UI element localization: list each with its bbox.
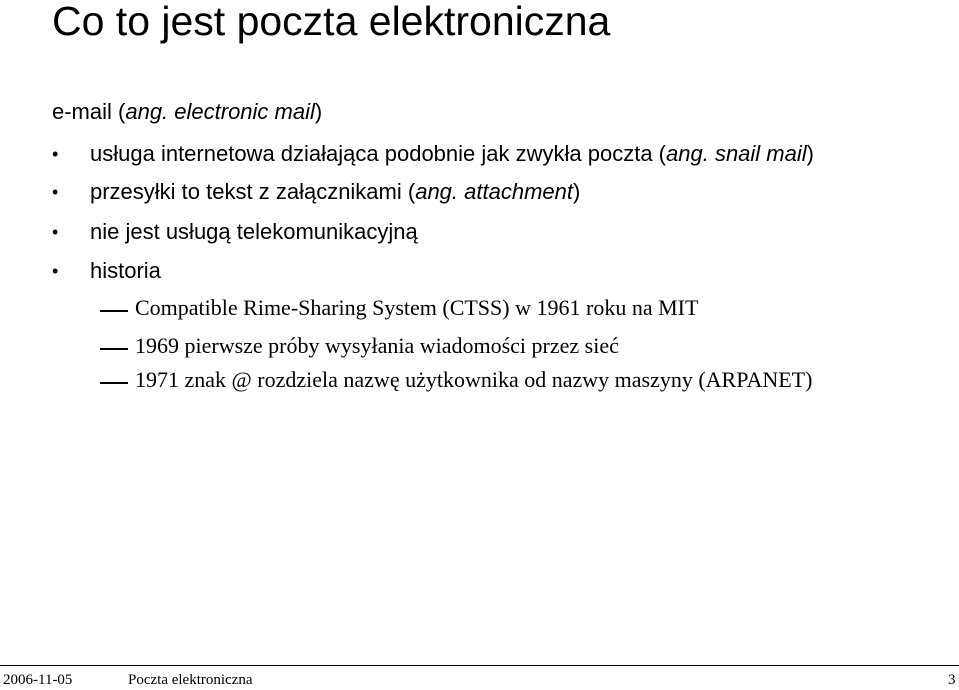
intro-italic: ang. electronic mail [125, 99, 315, 124]
bullet-dot-icon: • [52, 182, 59, 202]
bullet-text: usługa internetowa działająca podobnie jak zwykła poczta ( [90, 141, 667, 166]
slide-title: Co to jest poczta elektroniczna [52, 0, 611, 44]
bullet-dot-icon: • [52, 144, 59, 164]
sub-item [100, 294, 698, 322]
sub-item-text: 1969 pierwsze próby wysyłania wiadomości przez sieć [135, 333, 619, 358]
bullet-item [52, 218, 418, 246]
bullet-text: nie jest usługą telekomunikacyjną [90, 219, 418, 244]
dash-icon [100, 294, 135, 322]
bullet-dot-icon: • [52, 222, 59, 242]
bullet-suffix: ) [572, 179, 581, 204]
sub-item [100, 366, 812, 394]
intro-suffix: ) [314, 99, 323, 124]
bullet-text: przesyłki to tekst z załącznikami ( [90, 179, 416, 204]
footer-date: 2006-11-05 [3, 672, 73, 688]
dash-icon [100, 332, 135, 360]
bullet-item [52, 178, 580, 206]
sub-item-text: 1971 znak @ rozdziela nazwę użytkownika od nazwy maszyny (ARPANET) [135, 367, 813, 392]
intro-prefix: e-mail ( [52, 99, 126, 124]
bullet-italic: ang. attachment [415, 179, 573, 204]
sub-item [100, 332, 619, 360]
bullet-item [52, 140, 814, 168]
bullet-dot-icon: • [52, 261, 59, 281]
intro-line [52, 98, 322, 126]
bullet-item [52, 257, 161, 285]
sub-item-text: Compatible Rime-Sharing System (CTSS) w 1961 roku na MIT [135, 295, 699, 320]
bullet-text: historia [90, 258, 161, 283]
footer-page-number: 3 [948, 672, 956, 688]
bullet-suffix: ) [806, 141, 814, 166]
footer-title: Poczta elektroniczna [128, 672, 253, 688]
dash-icon [100, 366, 135, 394]
footer-divider [0, 665, 959, 666]
bullet-italic: ang. snail mail [666, 141, 807, 166]
